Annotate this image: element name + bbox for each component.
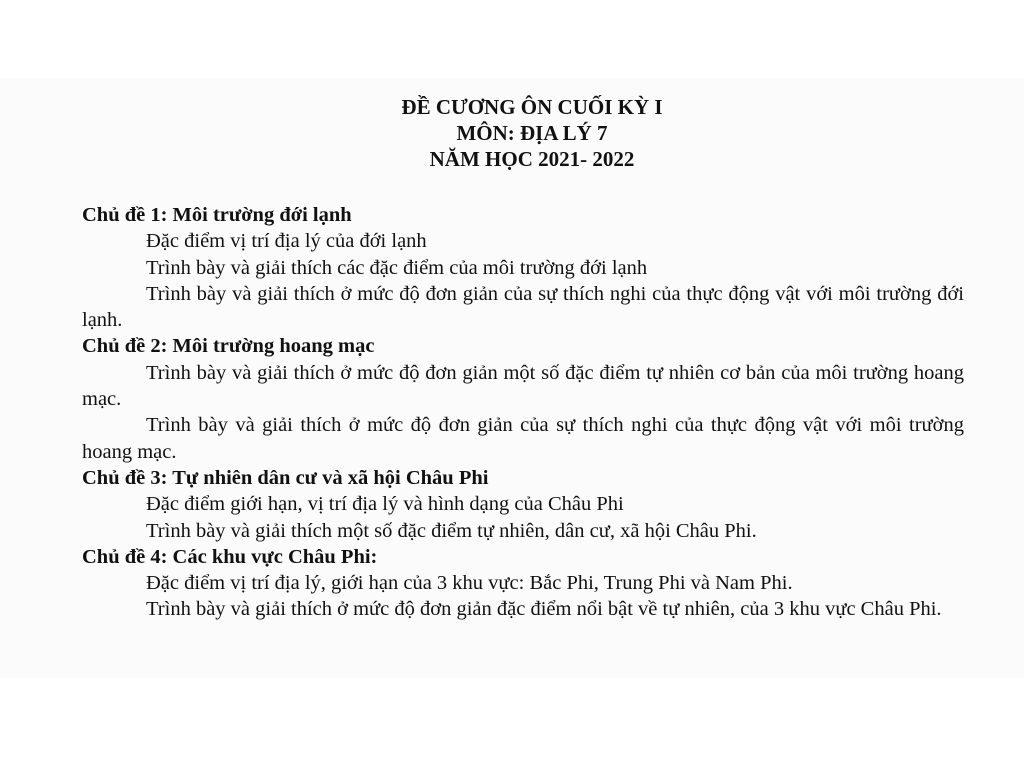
topic-4-item: Đặc điểm vị trí địa lý, giới hạn của 3 khu vực: Bắc Phi, Trung Phi và Nam Phi. <box>146 572 793 595</box>
topic-3-title: Chủ đề 3: Tự nhiên dân cư và xã hội Châu Phi <box>82 466 489 489</box>
topic-2-item: Trình bày và giải thích ở mức độ đơn giản một số đặc điểm tự nhiên cơ bản của môi trường hoang mạc. <box>82 361 964 411</box>
topic-4-title: Chủ đề 4: Các khu vực Châu Phi: <box>82 545 378 568</box>
topic-3-item: Trình bày và giải thích một số đặc điểm tự nhiên, dân cư, xã hội Châu Phi. <box>146 519 757 542</box>
topic-1-item: Trình bày và giải thích ở mức độ đơn giản của sự thích nghi của thực động vật với môi trường đới lạnh. <box>82 282 964 332</box>
topic-1-item: Trình bày và giải thích các đặc điểm của môi trường đới lạnh <box>146 256 648 279</box>
topic-3-item: Đặc điểm giới hạn, vị trí địa lý và hình dạng của Châu Phi <box>146 493 624 516</box>
topic-2-item: Trình bày và giải thích ở mức độ đơn giản của sự thích nghi của thực động vật với môi trường hoang mạc. <box>82 414 964 463</box>
topic-1-title: Chủ đề 1: Môi trường đới lạnh <box>82 204 352 226</box>
document-body <box>82 202 964 623</box>
topic-2-title: Chủ đề 2: Môi trường hoang mạc <box>82 335 375 358</box>
document-header <box>20 94 1024 172</box>
topic-4-item: Trình bày và giải thích ở mức độ đơn giản đặc điểm nổi bật về tự nhiên, của 3 khu vực Châu Phi. <box>146 598 942 621</box>
header-title: ĐỀ CƯƠNG ÔN CUỐI KỲ I <box>401 95 663 119</box>
header-subject: MÔN: ĐỊA LÝ 7 <box>456 121 608 145</box>
header-school-year: NĂM HỌC 2021- 2022 <box>429 147 635 171</box>
topic-1-item: Đặc điểm vị trí địa lý của đới lạnh <box>146 230 427 253</box>
